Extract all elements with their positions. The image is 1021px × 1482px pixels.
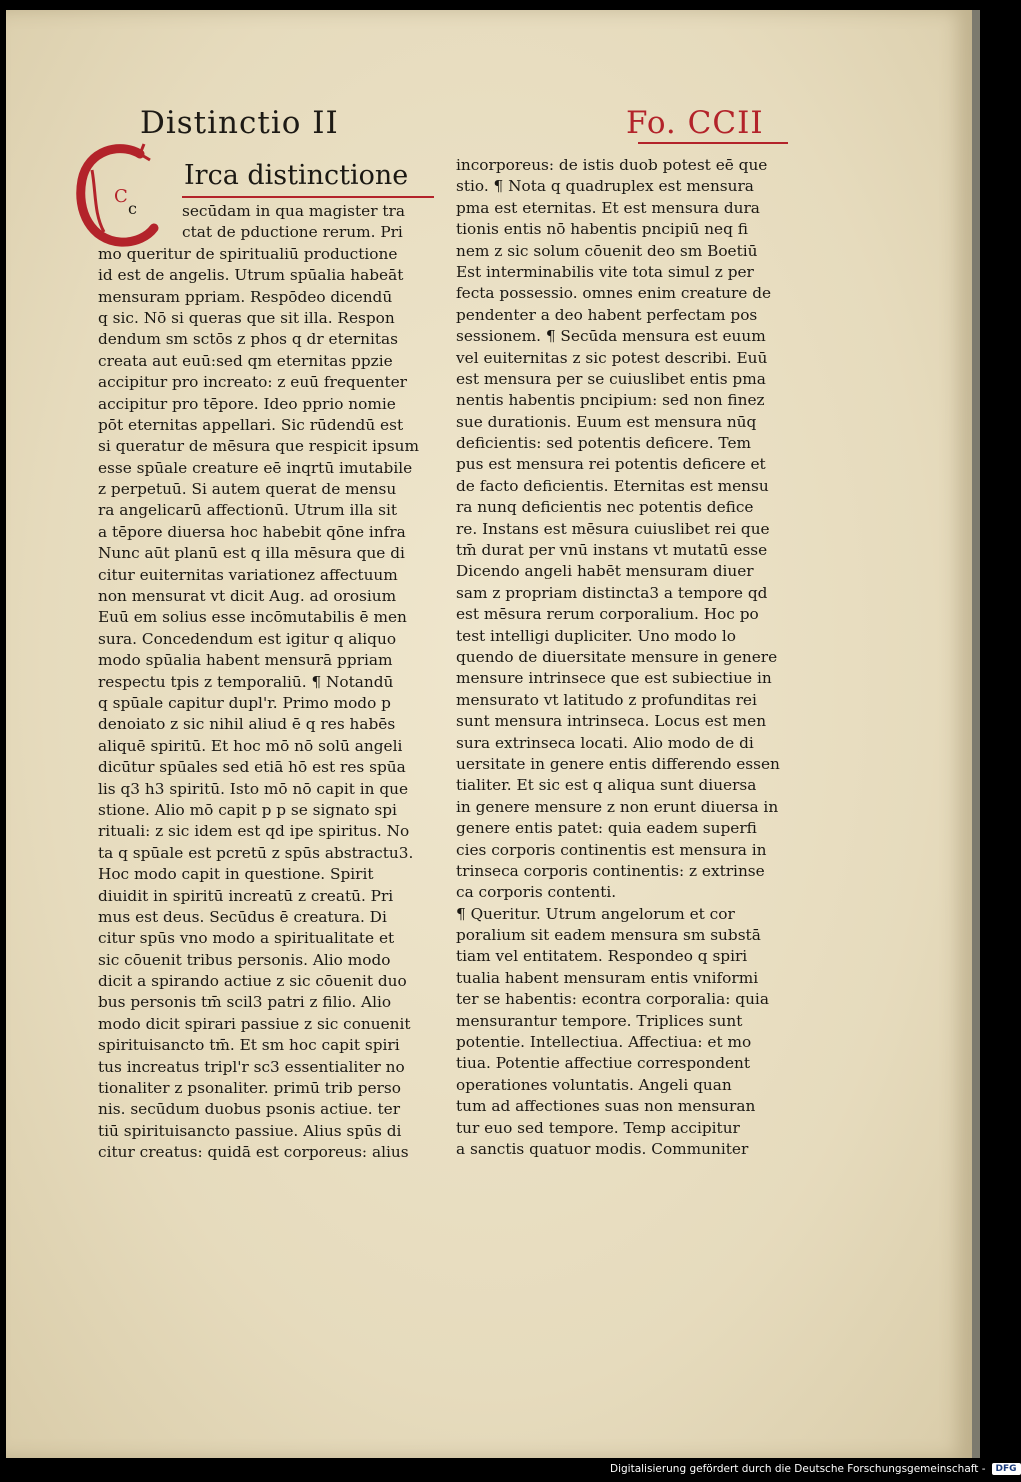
right-column-line: sunt mensura intrinseca. Locus est men [456, 712, 767, 731]
right-column-line: est mēsura rerum corporalium. Hoc po [456, 605, 759, 624]
right-column-line: ca corporis contenti. [456, 883, 617, 902]
initial-letter: C [114, 186, 128, 207]
opening-words: Irca distinctione [184, 160, 409, 191]
right-column-line: sessionem. ¶ Secūda mensura est euum [456, 327, 766, 346]
left-column-line: a tēpore diuersa hoc habebit qōne infra [98, 522, 406, 541]
right-column-line: tiam vel entitatem. Respondeo q spiri [456, 947, 748, 966]
folio-number: Fo. CCII [626, 105, 764, 141]
right-column-line: tionis entis nō habentis pncipiū neq fi [456, 220, 748, 239]
right-column-line: tualia habent mensuram entis vniformi [456, 968, 759, 987]
left-column-line: citur euiternitas variationez affectuum [98, 565, 398, 584]
left-text-column [98, 201, 438, 1164]
right-column-line: uersitate in genere entis differendo essen [456, 754, 780, 773]
left-column-line: q sic. Nō si queras que sit illa. Respon [98, 308, 395, 327]
right-column-line: quendo de diuersitate mensure in genere [456, 647, 778, 666]
right-column-line: trinseca corporis continentis: z extrinse [456, 861, 765, 880]
left-column-line: modo spūalia habent mensurā ppriam [98, 651, 393, 670]
left-column-line: respectu tpis z temporaliū. ¶ Notandū [98, 672, 394, 691]
right-column-line: ¶ Queritur. Utrum angelorum et cor [456, 904, 735, 923]
dfg-logo: DFG [992, 1463, 1021, 1475]
right-column-line: a sanctis quatuor modis. Communiter [456, 1139, 749, 1158]
right-column-line: potentie. Intellectiua. Affectiua: et mo [456, 1033, 752, 1052]
right-column-line: in genere mensure z non erunt diuersa in [456, 797, 779, 816]
running-head-right [626, 105, 764, 141]
left-column-line: accipitur pro tēpore. Ideo pprio nomie [98, 394, 396, 413]
right-column-line: stio. ¶ Nota q quadruplex est mensura [456, 177, 754, 196]
right-column-line: nentis habentis pncipium: sed non finez [456, 391, 765, 410]
left-column-line: tiū spirituisancto passiue. Alius spūs di [98, 1121, 402, 1140]
left-column-line: tionaliter z psonaliter. primū trib perso [98, 1079, 401, 1098]
left-column-line: rituali: z sic idem est qd ipe spiritus. No [98, 822, 410, 841]
left-column-line: accipitur pro increato: z euū frequenter [98, 373, 407, 392]
left-column-line: Hoc modo capit in questione. Spirit [98, 865, 374, 884]
left-column-line: lis q3 h3 spiritū. Isto mō nō capit in que [98, 779, 409, 798]
right-column-line: Est interminabilis vite tota simul z per [456, 262, 754, 281]
right-column-line: ter se habentis: econtra corporalia: quia [456, 990, 769, 1009]
left-column-line: bus personis tm̄ scil3 patri z filio. Alio [98, 993, 392, 1012]
right-column-line: tum ad affectiones suas non mensuran [456, 1097, 756, 1116]
right-column-line: tur euo sed tempore. Temp accipitur [456, 1118, 740, 1137]
left-column-line: mo queritur de spiritualiū productione [98, 244, 398, 263]
left-column-line: Nunc aūt planū est q illa mēsura que di [98, 544, 405, 563]
right-column-line: sam z propriam distincta3 a tempore qd [456, 583, 768, 602]
left-column-line: mensuram ppriam. Respōdeo dicendū [98, 287, 393, 306]
left-column-line: sic cōuenit tribus personis. Alio modo [98, 950, 391, 969]
right-column-line: mensurato vt latitudo z profunditas rei [456, 690, 757, 709]
left-column-line: q spūale capitur dupl'r. Primo modo p [98, 693, 391, 712]
right-column-line: fecta possessio. omnes enim creature de [456, 284, 772, 303]
right-column-line: nem z sic solum cōuenit deo sm Boetiū [456, 241, 758, 260]
right-column-line: vel euiternitas z sic potest describi. Euū [456, 348, 768, 367]
right-column-line: tialiter. Et sic est q aliqua sunt diuersa [456, 776, 757, 795]
right-column-line: pendenter a deo habent perfectam pos [456, 305, 758, 324]
left-column-line: nis. secūdum duobus psonis actiue. ter [98, 1100, 401, 1119]
right-column-line: pus est mensura rei potentis deficere et [456, 455, 766, 474]
left-column-line: stione. Alio mō capit p p se signato spi [98, 800, 397, 819]
left-column-line: dicūtur spūales sed etiā hō est res spūa [98, 758, 406, 777]
left-column-line: dicit a spirando actiue z sic cōuenit duo [98, 972, 407, 991]
right-column-line: incorporeus: de istis duob potest eē que [456, 156, 768, 174]
left-column-line: si queratur de mēsura que respicit ipsum [98, 437, 419, 456]
left-column-line: non mensurat vt dicit Aug. ad orosium [98, 587, 397, 606]
right-column-line: sura extrinseca locati. Alio modo de di [456, 733, 754, 752]
right-column-line: de facto deficientis. Eternitas est mensu [456, 476, 769, 495]
left-column-line: ta q spūale est pcretū z spūs abstractu3. [98, 843, 414, 862]
left-column-line: citur spūs vno modo a spiritualitate et [98, 929, 395, 948]
opening-underline [182, 196, 434, 198]
digitization-credit [610, 1459, 1017, 1479]
left-column-line: aliquē spiritū. Et hoc mō nō solū angeli [98, 736, 403, 755]
right-column-line: sue durationis. Euum est mensura nūq [456, 412, 757, 431]
left-column-line: ra angelicarū affectionū. Utrum illa sit [98, 501, 398, 520]
right-column-line: pma est eternitas. Et est mensura dura [456, 198, 760, 217]
running-head-left: Distinctio II [140, 105, 339, 141]
guide-letter: c [128, 199, 137, 218]
left-column-line: diuidit in spiritū increatū z creatū. Pri [98, 886, 394, 905]
left-column-line: tus increatus tripl'r sc3 essentialiter no [98, 1057, 405, 1076]
left-column-line: z perpetuū. Si autem querat de mensu [98, 480, 397, 499]
left-column-line: citur creatus: quidā est corporeus: alius [98, 1143, 409, 1162]
left-column-line: esse spūale creature eē inqrtū imutabile [98, 458, 413, 477]
right-text-column [456, 155, 796, 1160]
right-column-line: tm̄ durat per vnū instans vt mutatū esse [456, 541, 768, 560]
right-column-line: poralium sit eadem mensura sm substā [456, 926, 761, 945]
left-column-line: Euū em solius esse incōmutabilis ē men [98, 608, 407, 627]
right-column-line: mensurantur tempore. Triplices sunt [456, 1011, 743, 1030]
right-column-line: cies corporis continentis est mensura in [456, 840, 767, 859]
right-column-line: deficientis: sed potentis deficere. Tem [456, 434, 752, 453]
left-column-line: dendum sm sctōs z phos q dr eternitas [98, 330, 398, 349]
right-column-line: operationes voluntatis. Angeli quan [456, 1075, 732, 1094]
right-column-line: genere entis patet: quia eadem superfi [456, 819, 757, 838]
left-column-line: creata aut euū:sed qm eternitas ppzie [98, 351, 393, 370]
left-column-line: denoiato z sic nihil aliud ē q res habēs [98, 715, 396, 734]
right-column-line: est mensura per se cuiuslibet entis pma [456, 369, 766, 388]
page-edge [972, 10, 980, 1458]
left-column-line: secūdam in qua magister tra [182, 202, 405, 220]
right-column-line: ra nunq deficientis nec potentis defice [456, 498, 754, 517]
right-column-line: re. Instans est mēsura cuiuslibet rei que [456, 519, 770, 538]
left-column-line: id est de angelis. Utrum spūalia habeāt [98, 266, 404, 285]
left-column-line: sura. Concedendum est igitur q aliquo [98, 629, 397, 648]
left-column-line: modo dicit spirari passiue z sic conuenit [98, 1014, 411, 1033]
right-column-line: Dicendo angeli habēt mensuram diuer [456, 562, 754, 581]
left-column-line: ctat de pductione rerum. Pri [182, 223, 403, 242]
folio-underline [638, 142, 788, 144]
left-column-line: spirituisancto tm̄. Et sm hoc capit spiri [98, 1036, 400, 1055]
left-column-line: mus est deus. Secūdus ē creatura. Di [98, 907, 387, 926]
right-column-line: tiua. Potentie affectiue correspondent [456, 1054, 751, 1073]
credit-text: Digitalisierung gefördert durch die Deutsche Forschungsgemeinschaft - [610, 1463, 986, 1475]
right-column-line: test intelligi dupliciter. Uno modo lo [456, 626, 736, 645]
right-column-line: mensure intrinsece que est subiectiue in [456, 669, 772, 688]
left-column-line: pōt eternitas appellari. Sic rūdendū est [98, 415, 404, 434]
